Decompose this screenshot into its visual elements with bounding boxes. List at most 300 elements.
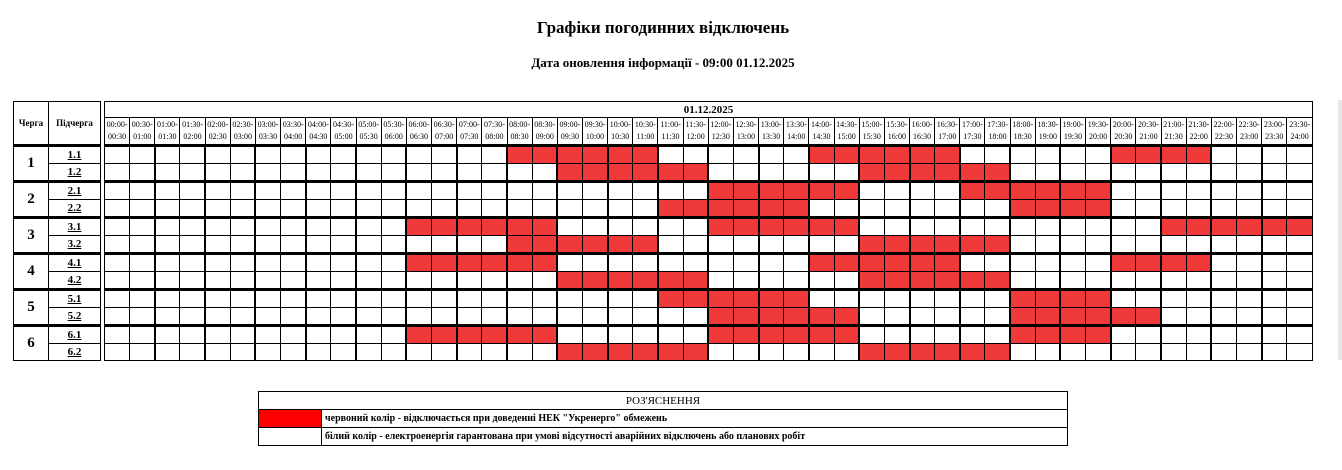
power-slot [1136, 218, 1161, 236]
power-slot [105, 146, 130, 164]
time-slot-start: 09:30- [584, 120, 606, 129]
outage-slot [809, 254, 834, 272]
power-slot [910, 182, 935, 200]
time-slot-end: 09:00 [535, 132, 554, 141]
power-slot [532, 200, 557, 218]
time-slot-end: 04:00 [284, 132, 303, 141]
outage-slot [608, 236, 633, 254]
outage-slot [406, 326, 431, 344]
power-slot [784, 254, 809, 272]
power-slot [1186, 308, 1211, 326]
power-slot [331, 182, 356, 200]
time-slot-start: 02:30- [232, 120, 254, 129]
power-slot [708, 236, 733, 254]
power-slot [1010, 236, 1035, 254]
time-slot-header [381, 118, 406, 146]
queue-number: 4 [14, 254, 49, 290]
subqueue-link[interactable]: 5.2 [49, 308, 101, 326]
time-slot-header [557, 118, 582, 146]
power-slot [884, 326, 909, 344]
outage-slot [784, 290, 809, 308]
time-slot-header [608, 118, 633, 146]
power-slot [457, 236, 482, 254]
power-slot [683, 308, 708, 326]
power-slot [759, 146, 784, 164]
power-slot [582, 326, 607, 344]
power-slot [356, 290, 381, 308]
power-slot [1287, 326, 1313, 344]
power-slot [1161, 164, 1186, 182]
time-slot-end: 18:30 [1013, 132, 1032, 141]
power-slot [1060, 344, 1085, 361]
subqueue-link[interactable]: 2.2 [49, 200, 101, 218]
power-slot [1287, 344, 1313, 361]
power-slot [1287, 236, 1313, 254]
time-slot-end: 24:00 [1290, 132, 1309, 141]
power-slot [306, 326, 331, 344]
power-slot [1262, 146, 1287, 164]
power-slot [960, 326, 985, 344]
time-slot-end: 02:30 [208, 132, 227, 141]
outage-slot [507, 236, 532, 254]
outage-slot [683, 272, 708, 290]
power-slot [1111, 236, 1136, 254]
outage-slot [532, 254, 557, 272]
outage-slot [910, 146, 935, 164]
time-slot-start: 10:30- [634, 120, 656, 129]
outage-slot [1086, 326, 1111, 344]
outage-slot [759, 218, 784, 236]
power-slot [1136, 200, 1161, 218]
power-slot [306, 290, 331, 308]
time-slot-header [759, 118, 784, 146]
power-slot [985, 200, 1010, 218]
time-slot-end: 05:30 [359, 132, 378, 141]
outage-slot [733, 290, 758, 308]
outage-slot [884, 344, 909, 361]
power-slot [180, 290, 205, 308]
power-slot [356, 236, 381, 254]
time-slot-start: 07:30- [483, 120, 505, 129]
time-slot-header [809, 118, 834, 146]
power-slot [406, 290, 431, 308]
time-slot-header [834, 118, 859, 146]
power-slot [255, 146, 280, 164]
power-slot [759, 164, 784, 182]
outage-slot [1035, 308, 1060, 326]
power-slot [331, 272, 356, 290]
time-slot-start: 16:30- [936, 120, 958, 129]
outage-slot [1086, 308, 1111, 326]
time-slot-end: 15:30 [862, 132, 881, 141]
outage-slot [809, 308, 834, 326]
power-slot [733, 164, 758, 182]
power-slot [658, 254, 683, 272]
outage-slot [1211, 218, 1236, 236]
power-slot [381, 272, 406, 290]
power-slot [683, 326, 708, 344]
time-slot-end: 07:30 [460, 132, 479, 141]
subqueue-link[interactable]: 6.2 [49, 344, 101, 361]
power-slot [255, 290, 280, 308]
time-slot-start: 06:00- [408, 120, 430, 129]
outage-slot [1010, 200, 1035, 218]
power-slot [306, 236, 331, 254]
power-slot [1086, 218, 1111, 236]
power-slot [985, 308, 1010, 326]
power-slot [331, 236, 356, 254]
outage-slot [708, 182, 733, 200]
schedule-row [105, 308, 1313, 326]
power-slot [281, 182, 306, 200]
time-slot-header [1035, 118, 1060, 146]
power-slot [1262, 308, 1287, 326]
power-slot [331, 218, 356, 236]
subqueue-link[interactable]: 1.2 [49, 164, 101, 182]
time-slot-end: 21:00 [1139, 132, 1158, 141]
time-slot-header [1186, 118, 1211, 146]
power-slot [1262, 200, 1287, 218]
power-slot [356, 344, 381, 361]
outage-slot [708, 326, 733, 344]
power-slot [306, 344, 331, 361]
power-slot [155, 254, 180, 272]
time-slot-end: 09:30 [560, 132, 579, 141]
power-slot [1136, 290, 1161, 308]
power-slot [1161, 236, 1186, 254]
schedule-grid [104, 101, 1313, 361]
time-slot-start: 07:00- [458, 120, 480, 129]
power-slot [130, 254, 155, 272]
outage-slot [1035, 182, 1060, 200]
outage-slot [759, 290, 784, 308]
time-slot-header [658, 118, 683, 146]
power-slot [180, 200, 205, 218]
time-slot-start: 20:30- [1138, 120, 1159, 129]
time-slot-end: 16:00 [887, 132, 907, 141]
outage-slot [960, 236, 985, 254]
outage-slot [859, 146, 884, 164]
outage-slot [759, 182, 784, 200]
outage-slot [683, 290, 708, 308]
queue-number: 2 [14, 182, 49, 218]
time-slot-header [683, 118, 708, 146]
power-slot [859, 200, 884, 218]
power-slot [331, 308, 356, 326]
power-slot [834, 290, 859, 308]
time-slot-header [255, 118, 280, 146]
power-slot [1136, 272, 1161, 290]
time-slot-header [432, 118, 457, 146]
power-slot [935, 218, 960, 236]
time-slot-end: 02:00 [183, 132, 202, 141]
power-slot [1086, 236, 1111, 254]
time-slot-end: 16:30 [912, 132, 932, 141]
outage-slot [784, 182, 809, 200]
power-slot [557, 326, 582, 344]
time-slot-start: 14:00- [811, 120, 832, 129]
time-slot-start: 13:00- [760, 120, 782, 129]
time-slot-end: 20:00 [1089, 132, 1108, 141]
time-slot-end: 20:30 [1114, 132, 1133, 141]
power-slot [205, 254, 230, 272]
power-slot [809, 344, 834, 361]
outage-slot [809, 326, 834, 344]
power-slot [306, 164, 331, 182]
power-slot [406, 236, 431, 254]
outage-slot [608, 344, 633, 361]
outage-slot [683, 200, 708, 218]
power-slot [809, 164, 834, 182]
outage-slot [633, 344, 658, 361]
power-slot [230, 326, 255, 344]
time-slot-header [105, 118, 130, 146]
power-slot [608, 218, 633, 236]
outage-slot [884, 272, 909, 290]
power-slot [784, 344, 809, 361]
power-slot [834, 344, 859, 361]
power-slot [1262, 290, 1287, 308]
power-slot [910, 200, 935, 218]
power-slot [1010, 254, 1035, 272]
subqueue-link[interactable]: 4.1 [49, 254, 101, 272]
outage-slot [708, 290, 733, 308]
power-slot [884, 290, 909, 308]
power-slot [1060, 254, 1085, 272]
power-slot [281, 254, 306, 272]
outage-slot [985, 344, 1010, 361]
outage-slot [482, 218, 507, 236]
outage-slot [406, 254, 431, 272]
power-slot [633, 308, 658, 326]
outage-slot [733, 200, 758, 218]
outage-slot [859, 344, 884, 361]
power-slot [1287, 164, 1313, 182]
power-slot [759, 236, 784, 254]
power-slot [432, 236, 457, 254]
power-slot [306, 218, 331, 236]
power-slot [306, 182, 331, 200]
power-slot [230, 308, 255, 326]
power-slot [306, 200, 331, 218]
time-slot-end: 03:00 [233, 132, 252, 141]
legend [258, 391, 1068, 446]
outage-slot [557, 272, 582, 290]
outage-slot [759, 326, 784, 344]
outage-slot [507, 218, 532, 236]
outage-slot [582, 236, 607, 254]
power-slot [507, 164, 532, 182]
power-slot [582, 200, 607, 218]
queue-header: Черга [14, 102, 49, 146]
time-slot-end: 11:30 [661, 132, 680, 141]
power-slot [230, 182, 255, 200]
time-slot-header [331, 118, 356, 146]
subqueue-link[interactable]: 6.1 [49, 326, 101, 344]
power-slot [130, 272, 155, 290]
power-slot [1287, 290, 1313, 308]
outage-slot [633, 146, 658, 164]
power-slot [1010, 164, 1035, 182]
power-slot [507, 272, 532, 290]
outage-slot [784, 200, 809, 218]
power-slot [784, 272, 809, 290]
time-slot-header [633, 118, 658, 146]
update-date: Дата оновлення інформації - 09:00 01.12.2025 [531, 55, 795, 70]
outage-slot [1111, 308, 1136, 326]
power-slot [230, 272, 255, 290]
power-slot [910, 308, 935, 326]
power-slot [1086, 254, 1111, 272]
power-slot [356, 218, 381, 236]
power-slot [482, 146, 507, 164]
power-slot [255, 200, 280, 218]
power-slot [507, 344, 532, 361]
power-slot [205, 308, 230, 326]
subqueue-link[interactable]: 3.2 [49, 236, 101, 254]
power-slot [582, 182, 607, 200]
subqueue-link[interactable]: 4.2 [49, 272, 101, 290]
power-slot [1287, 254, 1313, 272]
time-slot-end: 11:00 [636, 132, 655, 141]
legend-heading: РОЗ'ЯСНЕННЯ [259, 392, 1068, 410]
time-slot-start: 19:00- [1062, 120, 1084, 129]
time-slot-header [230, 118, 255, 146]
power-slot [1287, 200, 1313, 218]
power-slot [482, 290, 507, 308]
time-slot-header [180, 118, 205, 146]
power-slot [255, 344, 280, 361]
power-slot [1237, 236, 1262, 254]
time-slot-header [1010, 118, 1035, 146]
power-slot [306, 254, 331, 272]
power-slot [1161, 200, 1186, 218]
time-slot-start: 08:30- [534, 120, 556, 129]
power-slot [1237, 146, 1262, 164]
power-slot [432, 290, 457, 308]
outage-slot [935, 236, 960, 254]
power-slot [230, 200, 255, 218]
time-slot-end: 14:30 [812, 132, 831, 141]
outage-slot [859, 272, 884, 290]
subqueue-link[interactable]: 1.1 [49, 146, 101, 164]
power-slot [331, 164, 356, 182]
power-slot [1186, 164, 1211, 182]
power-slot [281, 308, 306, 326]
schedule-row [105, 218, 1313, 236]
power-slot [733, 254, 758, 272]
schedule-row [105, 236, 1313, 254]
power-slot [255, 218, 280, 236]
outage-slot [1262, 218, 1287, 236]
time-slot-end: 00:30 [107, 132, 127, 141]
power-slot [381, 218, 406, 236]
time-slot-header [1136, 118, 1161, 146]
subqueue-link[interactable]: 2.1 [49, 182, 101, 200]
power-slot [130, 164, 155, 182]
power-slot [432, 308, 457, 326]
outage-slot [910, 272, 935, 290]
outage-slot [759, 200, 784, 218]
power-slot [381, 344, 406, 361]
power-slot [331, 344, 356, 361]
power-slot [205, 200, 230, 218]
time-slot-header [155, 118, 180, 146]
power-slot [155, 236, 180, 254]
subqueue-link[interactable]: 3.1 [49, 218, 101, 236]
power-slot [105, 344, 130, 361]
subqueue-header: Підчерга [49, 102, 101, 146]
outage-slot [683, 164, 708, 182]
power-slot [985, 290, 1010, 308]
power-slot [985, 254, 1010, 272]
power-slot [406, 344, 431, 361]
time-slot-end: 19:30 [1063, 132, 1083, 141]
outage-slot [633, 272, 658, 290]
power-slot [708, 146, 733, 164]
power-slot [859, 326, 884, 344]
outage-slot [708, 308, 733, 326]
power-slot [205, 272, 230, 290]
power-slot [130, 146, 155, 164]
time-slot-start: 05:00- [358, 120, 380, 129]
outage-slot [582, 272, 607, 290]
power-slot [532, 182, 557, 200]
power-slot [1211, 326, 1236, 344]
power-slot [331, 290, 356, 308]
outage-slot [1161, 254, 1186, 272]
power-slot [608, 308, 633, 326]
subqueue-link[interactable]: 5.1 [49, 290, 101, 308]
time-slot-header [306, 118, 331, 146]
power-slot [205, 182, 230, 200]
power-slot [1086, 344, 1111, 361]
power-slot [859, 182, 884, 200]
outage-slot [432, 254, 457, 272]
time-slot-end: 05:00 [334, 132, 353, 141]
time-slot-header [406, 118, 431, 146]
queue-table [13, 101, 101, 361]
power-slot [1136, 164, 1161, 182]
outage-slot [1060, 200, 1085, 218]
power-slot [1111, 182, 1136, 200]
power-slot [935, 200, 960, 218]
power-slot [1010, 272, 1035, 290]
power-slot [281, 200, 306, 218]
outage-slot [910, 164, 935, 182]
outage-slot [457, 254, 482, 272]
time-slot-start: 23:00- [1263, 120, 1285, 129]
time-slot-header [1111, 118, 1136, 146]
power-slot [205, 326, 230, 344]
scrollbar[interactable] [1338, 100, 1342, 360]
queue-number: 3 [14, 218, 49, 254]
power-slot [105, 200, 130, 218]
power-slot [859, 290, 884, 308]
power-slot [155, 146, 180, 164]
outage-slot [960, 344, 985, 361]
power-slot [1035, 164, 1060, 182]
outage-slot [960, 164, 985, 182]
outage-slot [1111, 254, 1136, 272]
power-slot [281, 146, 306, 164]
queue-number: 5 [14, 290, 49, 326]
power-slot [255, 272, 280, 290]
power-slot [406, 182, 431, 200]
outage-slot [1060, 308, 1085, 326]
power-slot [281, 290, 306, 308]
power-slot [1060, 146, 1085, 164]
